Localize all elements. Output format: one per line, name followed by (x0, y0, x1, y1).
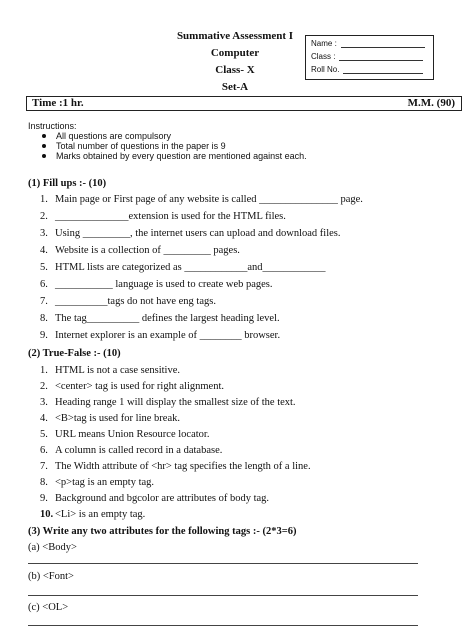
question-item: 7. The Width attribute of <hr> tag specifies the length of a line. (40, 461, 311, 472)
answer-line[interactable] (28, 563, 418, 564)
question-item: 6. A column is called record in a database. (40, 445, 223, 456)
class-field[interactable] (339, 52, 423, 61)
class-title: Class- X (215, 64, 255, 76)
question-item: 7. __________tags do not have eng tags. (40, 296, 216, 307)
question-item: 8. <p>tag is an empty tag. (40, 477, 155, 488)
class-label: Class : (311, 52, 336, 61)
student-info-box (305, 35, 434, 80)
question-item: 2. <center> tag is used for right alignment. (40, 381, 225, 392)
question-item: 10. <Li> is an empty tag. (40, 509, 146, 520)
roll-row (311, 65, 423, 74)
name-row (311, 39, 425, 48)
max-marks-label: M.M. (90) (407, 97, 455, 109)
tag-item-body: (a) <Body> (28, 542, 77, 553)
exam-title: Summative Assessment I (176, 30, 294, 42)
class-row (311, 52, 423, 61)
bullet-icon (42, 144, 46, 148)
tag-item-font: (b) <Font> (28, 571, 74, 582)
name-field[interactable] (341, 39, 425, 48)
set-title: Set-A (221, 81, 249, 93)
instructions-heading: Instructions: (28, 121, 77, 131)
tag-item-ol: (c) <OL> (28, 602, 69, 613)
question-item: 3. Using _________, the internet users can upload and download files. (40, 228, 341, 239)
section-3-heading: (3) Write any two attributes for the following tags :- (2*3=6) (28, 526, 297, 537)
question-item: 3. Heading range 1 will display the smallest size of the text. (40, 397, 296, 408)
question-item: 1. Main page or First page of any website is called _______________ page. (40, 194, 363, 205)
answer-line[interactable] (28, 625, 418, 626)
question-item: 6. ___________ language is used to create web pages. (40, 279, 273, 290)
instruction-item: All questions are compulsory (42, 131, 171, 141)
question-item: 9. Background and bgcolor are attributes of body tag. (40, 493, 270, 504)
roll-label: Roll No. (311, 65, 340, 74)
question-item: 5. URL means Union Resource locator. (40, 429, 210, 440)
answer-line[interactable] (28, 595, 418, 596)
question-item: 2. ______________extension is used for the HTML files. (40, 211, 286, 222)
instruction-item: Total number of questions in the paper is 9 (42, 141, 226, 151)
time-label: Time :1 hr. (32, 97, 84, 109)
bullet-icon (42, 154, 46, 158)
roll-field[interactable] (343, 65, 423, 74)
question-item: 4. Website is a collection of _________ pages. (40, 245, 240, 256)
question-item: 5. HTML lists are categorized as ____________and____________ (40, 262, 326, 273)
name-label: Name : (311, 39, 337, 48)
question-item: 9. Internet explorer is an example of ________ browser. (40, 330, 281, 341)
question-item: 4. <B>tag is used for line break. (40, 413, 180, 424)
question-item: 1. HTML is not a case sensitive. (40, 365, 181, 376)
section-2-heading: (2) True-False :- (10) (28, 348, 121, 359)
time-marks-bar (26, 96, 462, 111)
section-1-heading: (1) Fill ups :- (10) (28, 178, 107, 189)
instruction-item: Marks obtained by every question are mentioned against each. (42, 151, 307, 161)
bullet-icon (42, 134, 46, 138)
subject-title: Computer (210, 47, 260, 59)
question-item: 8. The tag__________ defines the largest heading level. (40, 313, 280, 324)
